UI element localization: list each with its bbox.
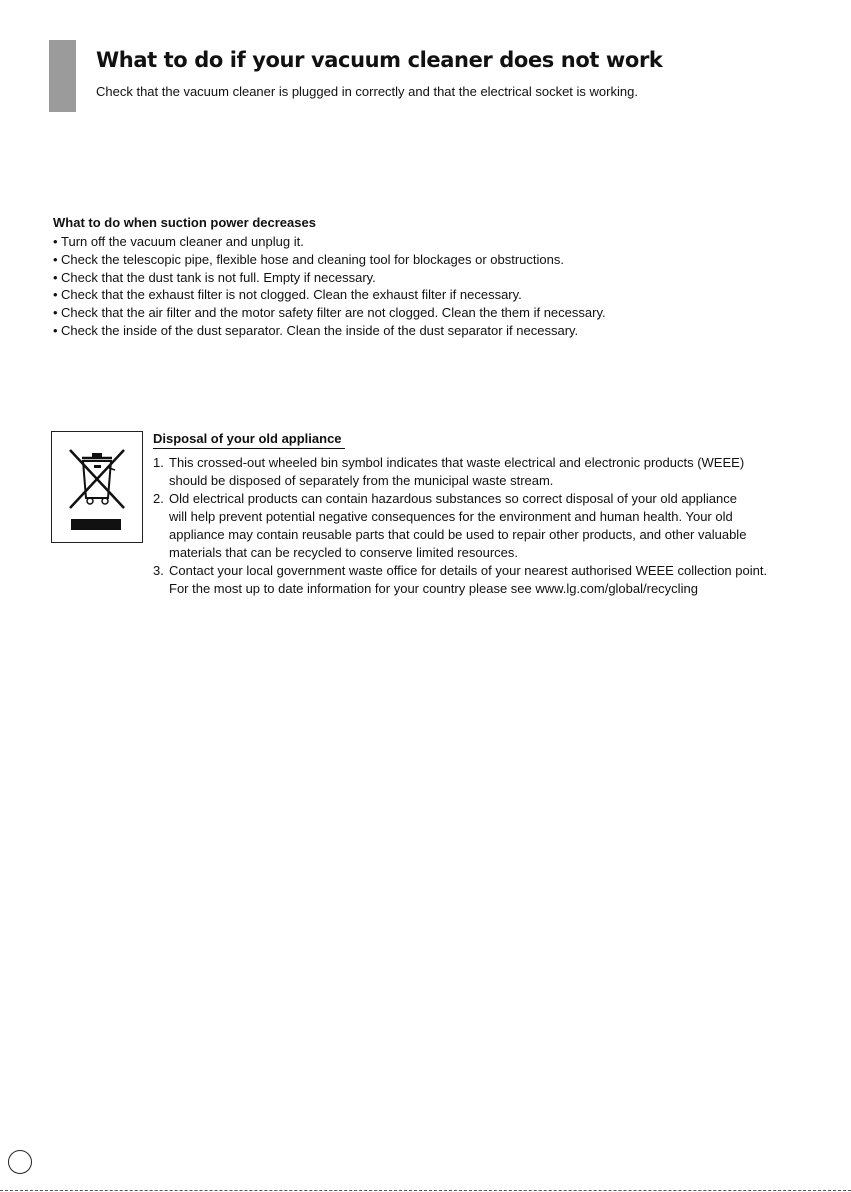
disposal-list [153, 454, 767, 598]
list-item: • Check the telescopic pipe, flexible hose and cleaning tool for blockages or obstructions. [53, 251, 606, 269]
item-line: will help prevent potential negative consequences for the environment and human health. Your old [169, 509, 733, 524]
suction-list [53, 233, 606, 340]
list-item [153, 454, 767, 490]
section-tab-marker [49, 40, 76, 112]
suction-section [53, 214, 606, 340]
item-line: For the most up to date information for your country please see www.lg.com/global/recycling [169, 581, 698, 596]
disposal-title: Disposal of your old appliance [153, 430, 345, 449]
list-item [153, 562, 767, 598]
item-line: appliance may contain reusable parts that could be used to repair other products, and other valuable [169, 527, 747, 542]
item-line: should be disposed of separately from the municipal waste stream. [169, 473, 554, 488]
item-number: 2. [153, 491, 164, 506]
page-number-circle [8, 1150, 32, 1174]
item-line: Contact your local government waste office for details of your nearest authorised WEEE collection point. [169, 563, 768, 578]
list-item: • Check the inside of the dust separator. Clean the inside of the dust separator if necessary. [53, 322, 606, 340]
list-item: • Check that the dust tank is not full. Empty if necessary. [53, 269, 606, 287]
intro-text: Check that the vacuum cleaner is plugged in correctly and that the electrical socket is working. [96, 84, 638, 99]
item-number: 1. [153, 455, 164, 470]
list-item [153, 490, 767, 562]
item-line: materials that can be recycled to conserve limited resources. [169, 545, 518, 560]
weee-symbol-box [51, 431, 143, 543]
disposal-section [153, 430, 767, 598]
list-item: • Turn off the vacuum cleaner and unplug it. [53, 233, 606, 251]
item-number: 3. [153, 563, 164, 578]
list-item: • Check that the air filter and the motor safety filter are not clogged. Clean the them if necessary. [53, 304, 606, 322]
item-line: Old electrical products can contain hazardous substances so correct disposal of your old appliance [169, 491, 737, 506]
crossed-out-wheeled-bin-icon [52, 432, 142, 542]
list-item: • Check that the exhaust filter is not clogged. Clean the exhaust filter if necessary. [53, 286, 606, 304]
page-title: What to do if your vacuum cleaner does not work [96, 48, 663, 72]
page-bottom-divider [0, 1190, 851, 1191]
suction-title: What to do when suction power decreases [53, 215, 316, 230]
item-line: This crossed-out wheeled bin symbol indicates that waste electrical and electronic products (WEEE) [169, 455, 745, 470]
